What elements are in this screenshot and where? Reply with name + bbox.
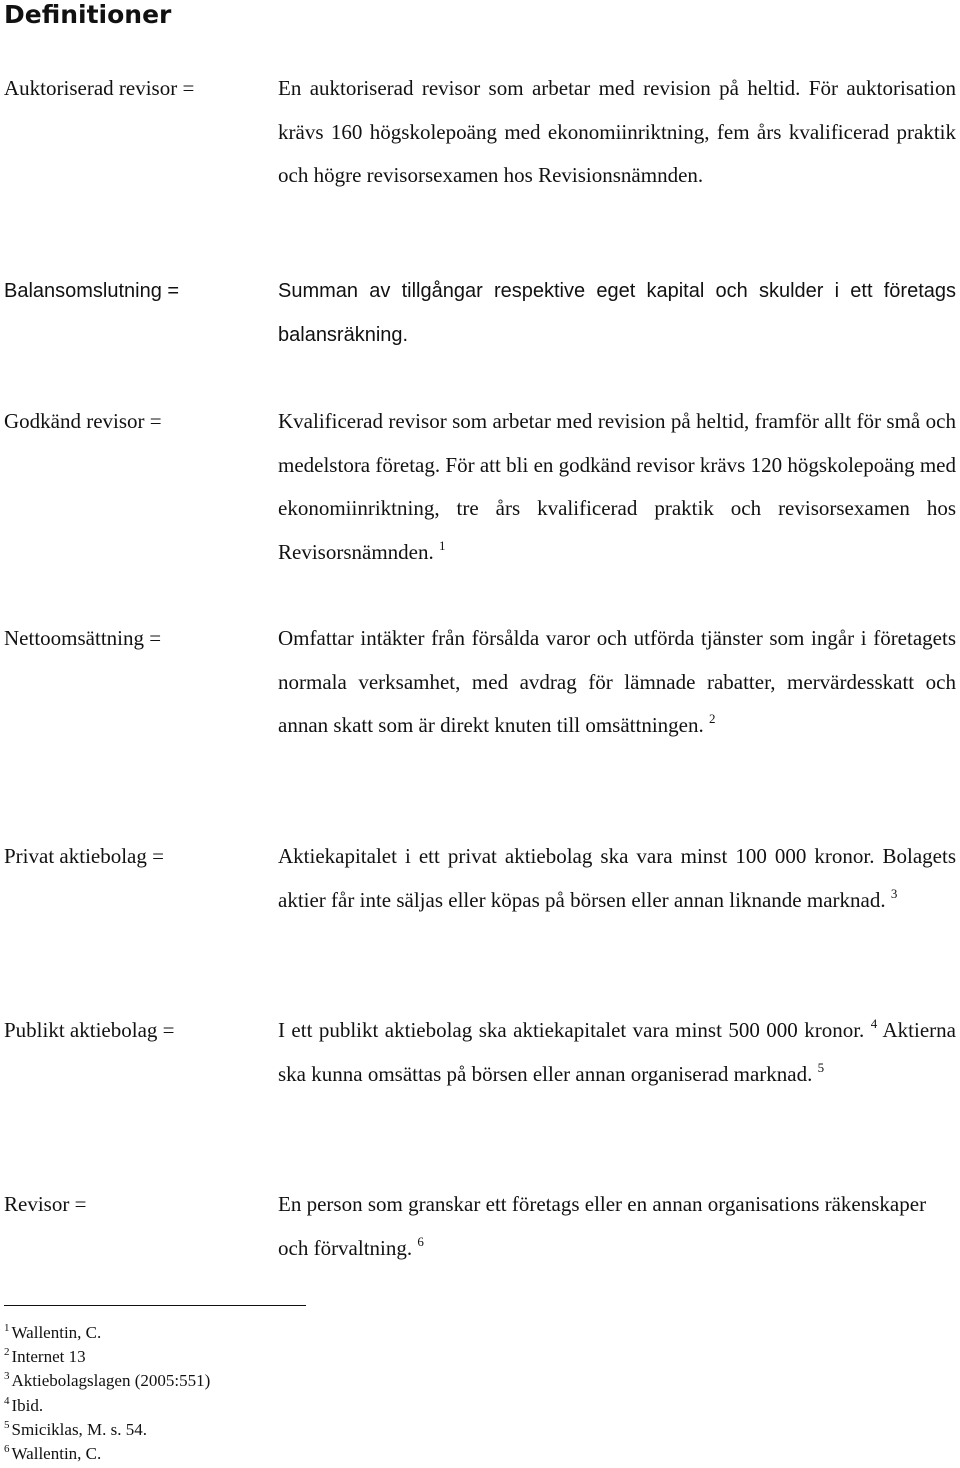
footnote-ref[interactable]: 3	[890, 885, 898, 901]
footnote-number: 5	[4, 1418, 10, 1431]
footnote-text: Aktiebolagslagen (2005:551)	[11, 1371, 211, 1391]
term-balansomslutning: Balansomslutning =	[4, 280, 180, 302]
definition-privat-aktiebolag	[278, 835, 956, 922]
term-nettoomsattning: Nettoomsättning =	[4, 626, 162, 650]
footnote-number: 2	[4, 1346, 10, 1359]
footnote-text: Smiciklas, M. s. 54.	[11, 1419, 148, 1439]
definition-text: I ett publikt aktiebolag ska aktiekapitalet vara minst 500 000 kronor.	[278, 1018, 865, 1042]
term-revisor: Revisor =	[4, 1192, 87, 1216]
footnote-ref[interactable]: 1	[438, 537, 446, 553]
definition-revisor	[278, 1183, 956, 1270]
term-privat-aktiebolag: Privat aktiebolag =	[4, 844, 164, 868]
page-title: Definitioner	[4, 0, 172, 29]
definition-publikt-aktiebolag	[278, 1009, 956, 1096]
footnote-text: Wallentin, C.	[11, 1444, 102, 1464]
definition-text: Omfattar intäkter från försålda varor och utförda tjänster som ingår i företagets normala verksamhet, med avdrag för lämnade rabatter, mervärdesskatt och annan skatt som är direkt knuten till omsättningen.	[278, 626, 956, 737]
footnotes	[4, 1321, 604, 1466]
footnote-ref[interactable]: 4	[870, 1016, 878, 1031]
footnote-number: 3	[4, 1370, 10, 1383]
footnote-text: Ibid.	[11, 1395, 44, 1415]
definition-text: Summan av tillgångar respektive eget kapital och skulder i ett företags balansräkning.	[278, 280, 956, 346]
term-auktoriserad-revisor: Auktoriserad revisor =	[4, 76, 195, 100]
footnote	[4, 1321, 604, 1345]
footnote	[4, 1418, 604, 1442]
footnote-ref[interactable]: 5	[817, 1059, 825, 1075]
definition-text: En auktoriserad revisor som arbetar med revision på heltid. För auktorisation krävs 160 högskolepoäng med ekonomiinriktning, fem års kvalificerad praktik och högre revisorsexamen hos Revisionsnämnden.	[278, 76, 956, 187]
definition-text: Kvalificerad revisor som arbetar med revision på heltid, framför allt för små och medelstora företag. För att bli en godkänd revisor krävs 120 högskolepoäng med ekonomiinriktning, tre års kvalificerad praktik och revisorsexamen hos Revisorsnämnden.	[278, 409, 956, 564]
footnote	[4, 1394, 604, 1418]
footnote-ref[interactable]: 6	[417, 1233, 424, 1249]
definition-text: Aktierna ska kunna omsättas på börsen eller annan organiserad marknad.	[278, 1018, 956, 1086]
definition-godkand-revisor	[278, 400, 956, 574]
definition-text: Aktiekapitalet i ett privat aktiebolag ska vara minst 100 000 kronor. Bolagets aktier får inte säljas eller köpas på börsen eller annan liknande marknad.	[278, 844, 956, 912]
term-godkand-revisor: Godkänd revisor =	[4, 409, 162, 433]
footnote-ref[interactable]: 2	[709, 711, 716, 726]
definition-nettoomsattning	[278, 617, 956, 748]
footnote	[4, 1442, 604, 1466]
term-publikt-aktiebolag: Publikt aktiebolag =	[4, 1018, 175, 1042]
footnote-number: 1	[4, 1322, 10, 1334]
definition-balansomslutning	[278, 270, 956, 357]
definition-text: En person som granskar ett företags eller en annan organisations räkenskaper och förvaltning.	[278, 1192, 927, 1260]
footnote-text: Internet 13	[11, 1347, 86, 1367]
footnote-text: Wallentin, C.	[11, 1323, 102, 1342]
footnote-separator	[4, 1305, 306, 1306]
footnote-number: 6	[4, 1443, 10, 1456]
footnote	[4, 1369, 604, 1393]
footnote	[4, 1345, 604, 1369]
footnote-number: 4	[4, 1394, 10, 1407]
definition-auktoriserad-revisor	[278, 67, 956, 198]
